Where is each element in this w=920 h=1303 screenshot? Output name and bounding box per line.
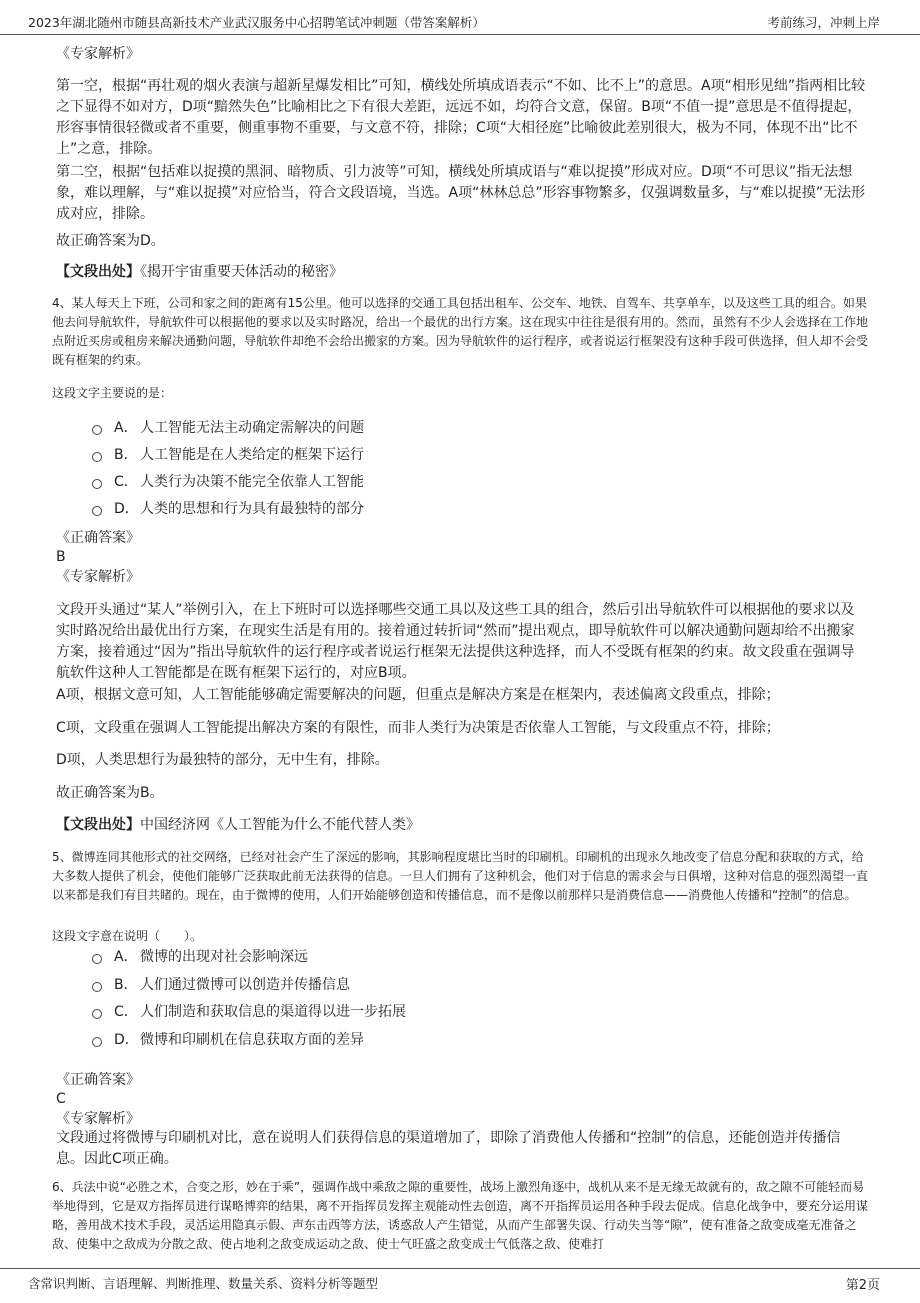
page-content [0,34,920,1268]
option-text: 人工智能是在人类给定的框架下运行 [140,447,364,463]
option-letter: B． [114,977,138,993]
source-label: 【文段出处】 [56,817,140,833]
source-label: 【文段出处】 [56,264,140,280]
expert-analysis-label: 《专家解析》 [56,569,140,585]
option-letter: A． [114,420,138,436]
option-letter: A． [114,949,138,965]
option-b[interactable] [92,445,364,465]
conclusion-text: 故正确答案为D。 [56,233,165,249]
source-line [56,262,866,283]
option-text: 人们通过微博可以创造并传播信息 [140,977,350,993]
analysis-paragraph: 第一空，根据“再壮观的烟火表演与超新星爆发相比”可知，横线处所填成语表示“不如、比不上”的意思。A项“相形见绌”指两相比较之下显得不如对方，D项“黯然失色”比喻相比之下有很大差距，远远不如，均符合文意，保留。B项“不值一提”意思是不值得提起，形容事情很轻微或者不重要，侧重事物不重要，与文意不符，排除；C项“大相径庭”比喻彼此差别很大，极为不同，体现不出“比不上”之意，排除。 [56,78,866,157]
correct-answer-label: 《正确答案》 [56,1072,140,1088]
question-stem: 5、微博连同其他形式的社交网络，已经对社会产生了深远的影响，其影响程度堪比当时的印刷机。印刷机的出现永久地改变了信息分配和获取的方式，给大多数人提供了机会，使他们能够广泛获取此前无法获得的信息。一旦人们拥有了这种机会，他们对于信息的需求会与日俱增，这种对信息的强烈渴望一直以来都是我们有目共睹的。现在，由于微博的使用，人们开始能够创造和传播信息，而不是像以前那样只是消费信息——消费他人传播和“控制”的信息。 [52,850,869,902]
radio-icon[interactable] [92,982,102,992]
header-slogan: 考前练习，冲刺上岸 [767,15,880,30]
page-header [0,0,920,35]
expert-analysis-label: 《专家解析》 [56,1111,140,1127]
option-letter: D． [114,1032,139,1048]
conclusion-text: 故正确答案为B。 [56,785,164,801]
option-a[interactable] [92,947,308,967]
option-letter: C． [114,474,138,490]
page-footer [0,1268,920,1303]
option-text: 人工智能无法主动确定需解决的问题 [140,420,364,436]
option-c[interactable] [92,472,364,492]
correct-answer: C [56,1091,66,1107]
radio-icon[interactable] [92,506,102,516]
option-text: 人类的思想和行为具有最独特的部分 [140,501,364,517]
option-letter: D． [114,501,139,517]
question-stem: 6、兵法中说“必胜之术，合变之形，妙在于乘”，强调作战中乘敌之隙的重要性，战场上激烈角逐中，战机从来不是无缘无故就有的，敌之隙不可能轻而易举地得到，它是双方指挥员进行谋略博弈的结果，离不开指挥员发挥主观能动性去创造，离不开指挥员运用各种手段去促成。信息化战争中，要充分运用谋略，善用战术技术手段，灵活运用隐真示假、声东击西等方法，诱惑敌人产生错觉，从而产生部署失误、行动失当等“隙”，使有准备之敌变成毫无准备之敌、使集中之敌成为分散之敌、使占地利之敌变成运动之敌、使士气旺盛之敌变成士气低落之敌、使难打 [52,1180,869,1251]
source-line [56,815,866,836]
source-text: 《揭开宇宙重要天体活动的秘密》 [140,264,343,280]
source-text: 中国经济网《人工智能为什么不能代替人类》 [140,817,420,833]
option-text: 微博和印刷机在信息获取方面的差异 [140,1032,364,1048]
option-b[interactable] [92,975,350,995]
exclusion-a: A项，根据文意可知，人工智能能够确定需要解决的问题，但重点是解决方案是在框架内，表述偏离文段重点，排除； [56,687,780,703]
option-letter: B． [114,447,138,463]
question-prompt: 这段文字主要说的是： [52,386,173,400]
analysis-paragraph: 第二空，根据“包括难以捉摸的黑洞、暗物质、引力波等”可知，横线处所填成语与“难以捉摸”形成对应。D项“不可思议”指无法想象，难以理解，与“难以捉摸”对应恰当，符合文段语境，当选。A项“林林总总”形容事物繁多，仅强调数量多，与“难以捉摸”无法形成对应，排除。 [56,164,866,222]
page-number: 第2页 [845,1278,880,1293]
analysis-paragraph: 文段开头通过“某人”举例引入，在上下班时可以选择哪些交通工具以及这些工具的组合，然后引出导航软件可以根据他的要求以及实时路况给出最优出行方案，在现实生活是有用的。接着通过转折词“然而”提出观点，即导航软件可以解决通勤问题却给不出搬家方案，接着通过“因为”指出导航软件的运行程序或者说运行框架无法提供这种选择，而人不受既有框架的约束。故文段重在强调导航软件这种人工智能都是在既有框架下运行的，对应B项。 [56,602,855,681]
radio-icon[interactable] [92,1037,102,1047]
radio-icon[interactable] [92,425,102,435]
question-prompt: 这段文字意在说明（ ）。 [52,929,203,943]
radio-icon[interactable] [92,954,102,964]
exclusion-c: C项，文段重在强调人工智能提出解决方案的有限性，而非人类行为决策是否依靠人工智能，与文段重点不符，排除； [56,720,780,736]
exclusion-d: D项，人类思想行为最独特的部分，无中生有，排除。 [56,752,389,768]
option-text: 微博的出现对社会影响深远 [140,949,308,965]
analysis-paragraph: 文段通过将微博与印刷机对比，意在说明人们获得信息的渠道增加了，即除了消费他人传播和“控制”的信息，还能创造并传播信息。因此C项正确。 [56,1130,841,1167]
radio-icon[interactable] [92,452,102,462]
document-title: 2023年湖北随州市随县高新技术产业武汉服务中心招聘笔试冲刺题（带答案解析） [28,15,485,30]
option-d[interactable] [92,499,364,519]
option-text: 人类行为决策不能完全依靠人工智能 [140,474,364,490]
question-stem: 4、某人每天上下班，公司和家之间的距离有15公里。他可以选择的交通工具包括出租车、公交车、地铁、自驾车、共享单车，以及这些工具的组合。如果他去问导航软件，导航软件可以根据他的要求以及实时路况，给出一个最优的出行方案。这在现实中往往是很有用的。然而，虽然有不少人会选择在工作地点附近买房或租房来解决通勤问题，导航软件却绝不会给出搬家的方案。因为导航软件的运行程序，或者说运行框架没有这种手段可供选择，但人却不会受既有框架的约束。 [52,296,869,367]
correct-answer-label: 《正确答案》 [56,530,140,546]
option-text: 人们制造和获取信息的渠道得以进一步拓展 [140,1004,406,1020]
option-a[interactable] [92,418,364,438]
option-c[interactable] [92,1002,406,1022]
expert-analysis-label: 《专家解析》 [56,46,140,62]
radio-icon[interactable] [92,1009,102,1019]
option-letter: C． [114,1004,138,1020]
option-d[interactable] [92,1030,364,1050]
radio-icon[interactable] [92,479,102,489]
correct-answer: B [56,549,66,565]
question-types: 含常识判断、言语理解、判断推理、数量关系、资料分析等题型 [28,1276,379,1291]
